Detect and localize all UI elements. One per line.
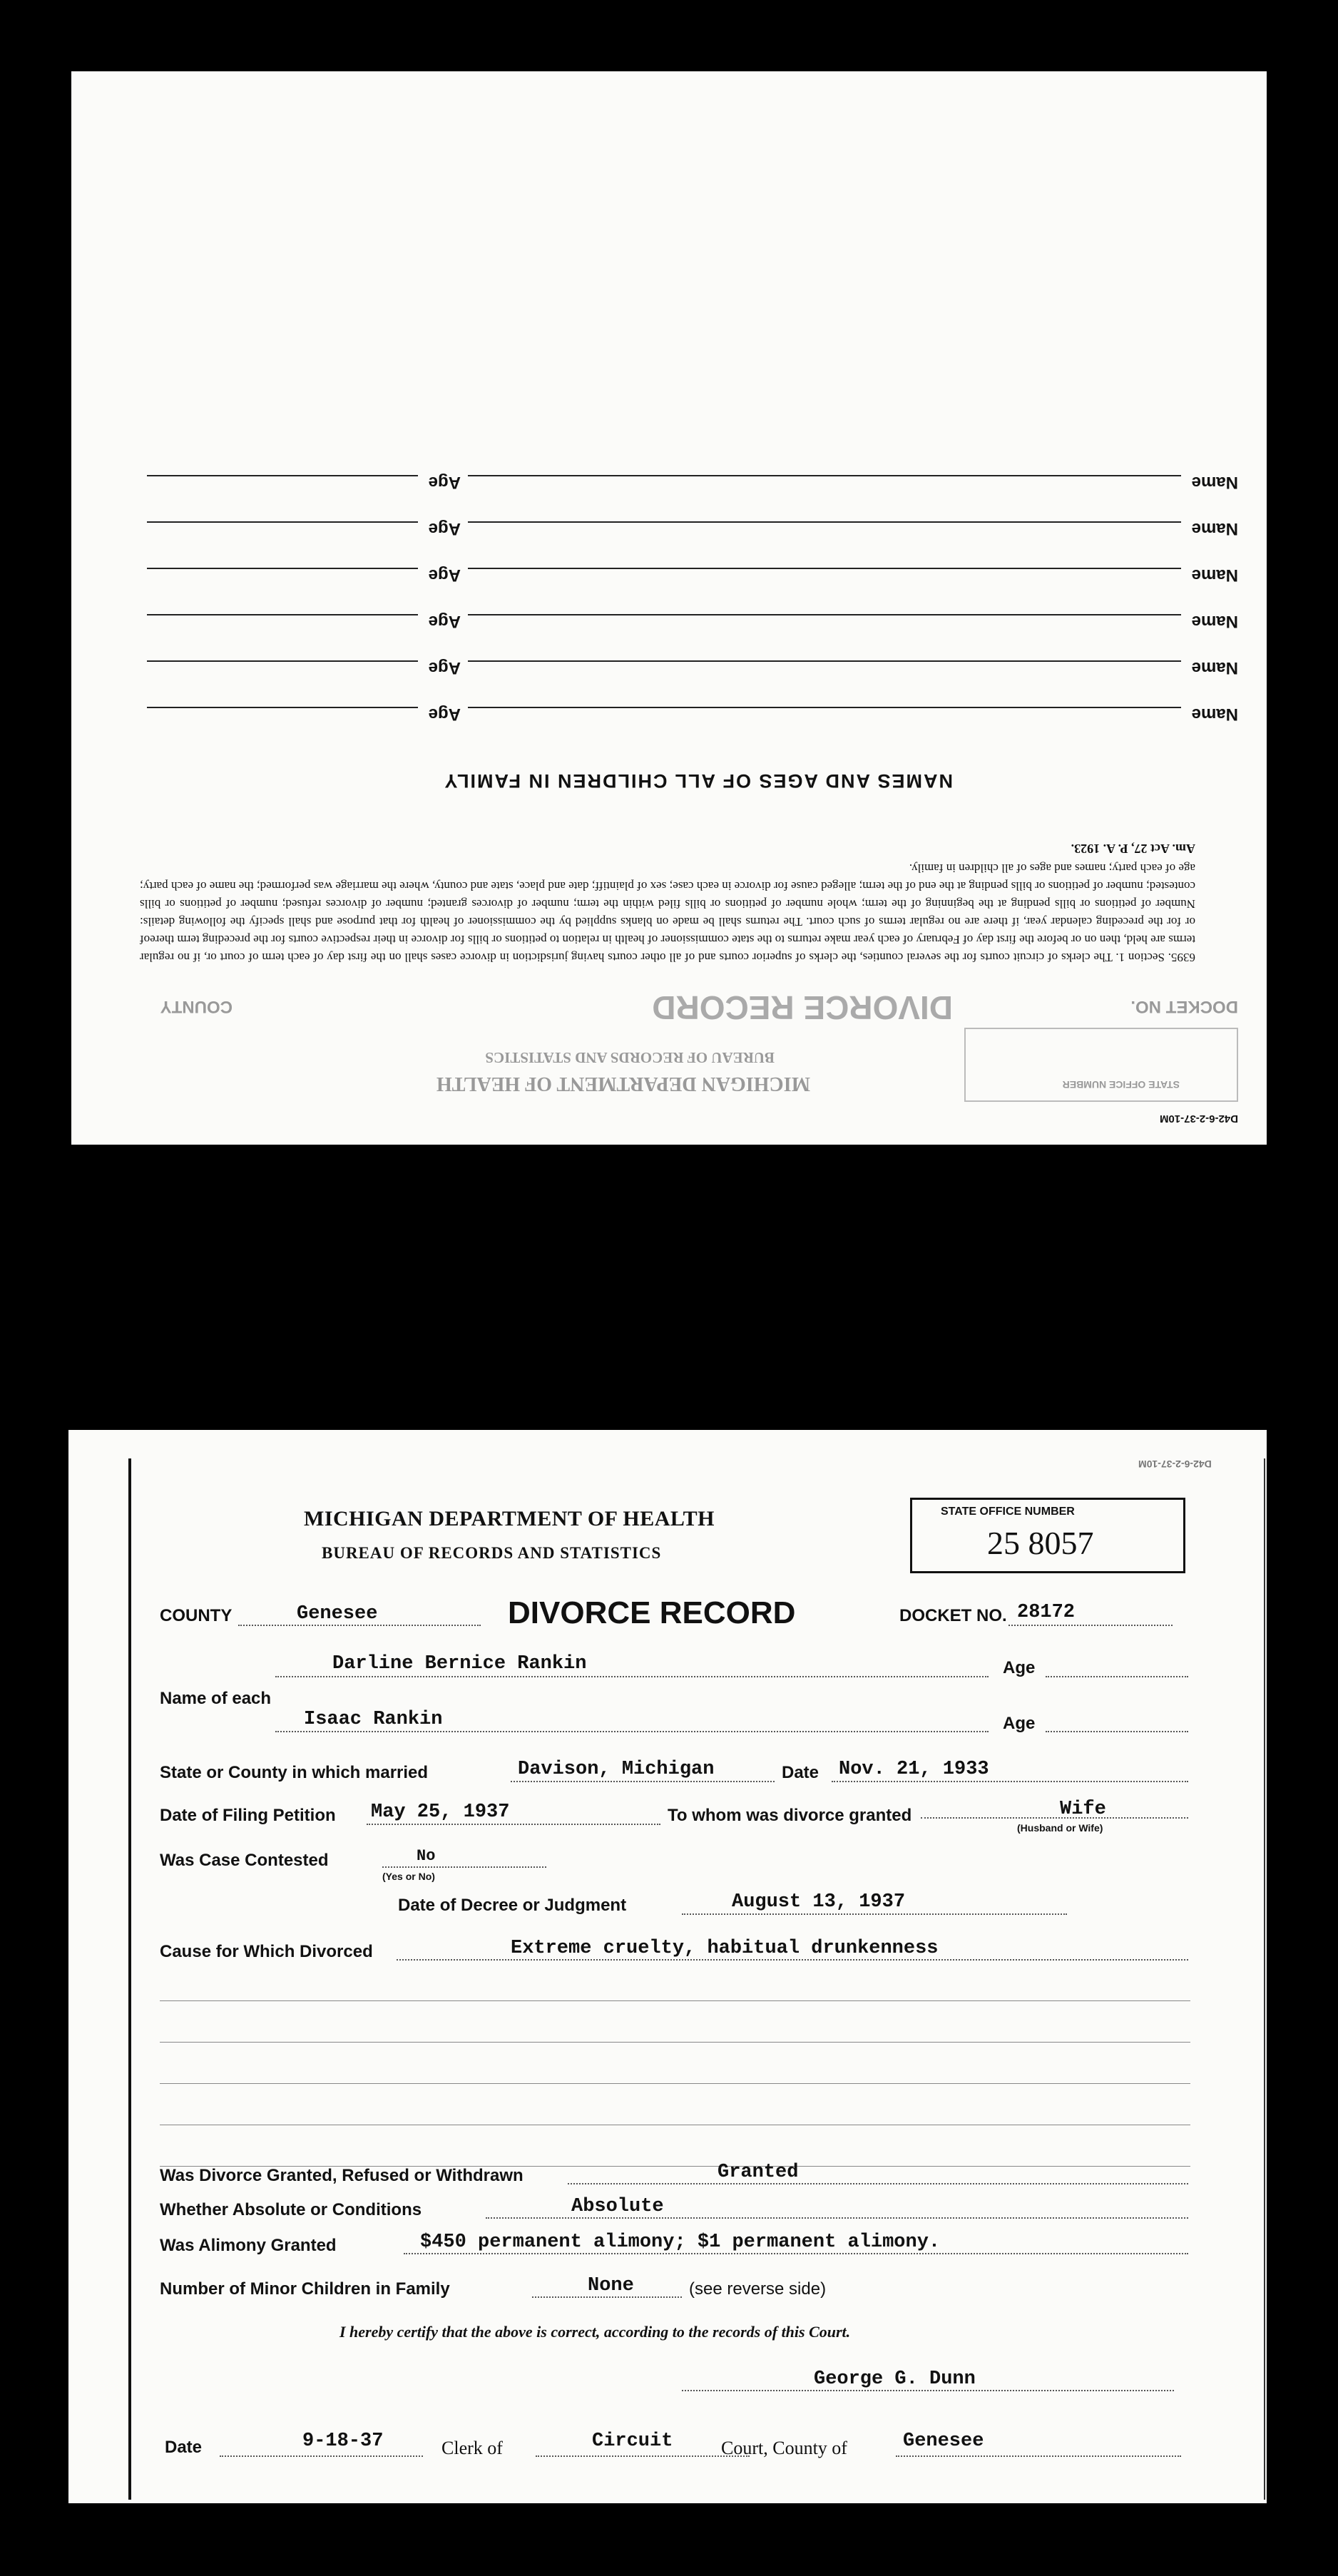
contested-label: Was Case Contested — [160, 1851, 329, 1870]
department-heading: MICHIGAN DEPARTMENT OF HEALTH — [304, 1507, 715, 1530]
decree-date-label: Date of Decree or Judgment — [398, 1896, 627, 1915]
child-age-label: Age — [428, 519, 461, 538]
blank-rule — [160, 2042, 1190, 2043]
child-age-label: Age — [428, 705, 461, 724]
reverse-side-hint: (see reverse side) — [689, 2279, 827, 2299]
ghost-office-box — [964, 1028, 1238, 1102]
child-name-label: Name — [1191, 519, 1238, 538]
decree-date: August 13, 1937 — [732, 1891, 906, 1913]
county-label: COUNTY — [160, 1606, 233, 1625]
blank-rule — [160, 2083, 1190, 2084]
child-name-label: Name — [1191, 473, 1238, 492]
court-county-label: Court, County of — [721, 2438, 847, 2458]
filing-date-label: Date of Filing Petition — [160, 1806, 336, 1825]
state-office-number: 25 8057 — [987, 1525, 1094, 1561]
docket-label: DOCKET NO. — [899, 1606, 1007, 1625]
child-name-label: Name — [1191, 705, 1238, 724]
court-type: Circuit — [592, 2431, 673, 2452]
bureau-heading: BUREAU OF RECORDS AND STATISTICS — [322, 1544, 662, 1562]
state-office-label: STATE OFFICE NUMBER — [941, 1506, 1075, 1518]
child-age-label: Age — [428, 473, 461, 492]
form-stock-code: D42-6-2-37-10M — [1138, 1458, 1212, 1470]
outcome-value: Granted — [717, 2162, 799, 2183]
clerk-signature-name: George G. Dunn — [814, 2368, 976, 2390]
county-value: Genesee — [297, 1603, 378, 1625]
statute-text: 6395. Section 1. The clerks of circuit courts for the several counties, the clerks of superior courts and of all other courts having jurisdiction in divorce cases shall on the first day of each term of court or, if no regular terms are held, then on or before the first day of February of each year make returns to the state commissioner of health in relation to petitions or bills for divorce in their respective courts for the preceding term thereof or for the preceding calendar year, if there are no regular terms of such court. The returns shall be made on blanks supplied by the commissioner of health for that purpose and shall specify the following details: Number of petitions or bills pending at the beginning of the term; whole number of petitions or bills filed within the term; number of divorces granted; number of divorces refused; number of petitions or bills contested; number of petitions or bills pending at the end of the term; alleged cause for divorce in each case; sex of plaintiff; date and place, state and county, where the marriage was performed; the name of each party; age of each party; names and ages of all children in family. — [140, 862, 1195, 964]
granted-to: Wife — [1060, 1799, 1106, 1820]
minor-children-label: Number of Minor Children in Family — [160, 2279, 450, 2299]
married-place-label: State or County in which married — [160, 1763, 429, 1782]
sign-date: 9-18-37 — [302, 2431, 384, 2452]
granted-to-label: To whom was divorce granted — [668, 1806, 912, 1825]
party2-age-label: Age — [1003, 1714, 1036, 1733]
right-border — [1264, 1458, 1265, 2500]
certification-statement: I hereby certify that the above is correct, according to the records of this Court. — [339, 2323, 851, 2341]
party1-age-label: Age — [1003, 1658, 1036, 1677]
sign-date-label: Date — [165, 2438, 203, 2457]
reverse-side-content — [71, 71, 1267, 1145]
form-stock-code: D42-6-2-37-10M — [1159, 1113, 1238, 1125]
cause-value: Extreme cruelty, habitual drunkenness — [511, 1938, 939, 1959]
blank-rule — [160, 2000, 1190, 2001]
alimony-label: Was Alimony Granted — [160, 2236, 337, 2255]
child-name-label: Name — [1191, 612, 1238, 631]
married-date-label: Date — [782, 1763, 819, 1782]
child-age-label: Age — [428, 612, 461, 631]
alimony-value: $450 permanent alimony; $1 permanent alimony. — [420, 2232, 941, 2253]
reverse-side-card — [71, 71, 1267, 1145]
divorce-record-card — [68, 1430, 1267, 2503]
absolute-label: Whether Absolute or Conditions — [160, 2200, 422, 2219]
clerk-of-label: Clerk of — [441, 2438, 503, 2458]
outcome-label: Was Divorce Granted, Refused or Withdrawn — [160, 2166, 524, 2185]
absolute-value: Absolute — [571, 2196, 664, 2217]
ghost-office-label: STATE OFFICE NUMBER — [1062, 1079, 1180, 1090]
married-place: Davison, Michigan — [518, 1759, 715, 1780]
amendment-note: Am. Act 27, P. A. 1923. — [1071, 842, 1195, 856]
court-county: Genesee — [903, 2431, 984, 2452]
yes-no-hint: (Yes or No) — [382, 1871, 435, 1882]
child-name-label: Name — [1191, 658, 1238, 678]
husband-wife-hint: (Husband or Wife) — [1017, 1822, 1103, 1834]
minor-children-value: None — [588, 2275, 634, 2296]
party2-name: Isaac Rankin — [304, 1709, 443, 1730]
party1-name: Darline Bernice Rankin — [332, 1653, 587, 1675]
child-name-label: Name — [1191, 566, 1238, 585]
name-of-each-label: Name of each — [160, 1689, 272, 1708]
cause-label: Cause for Which Divorced — [160, 1942, 373, 1961]
child-age-label: Age — [428, 566, 461, 585]
contested-value: No — [417, 1847, 436, 1865]
ghost-county: COUNTY — [160, 997, 233, 1016]
child-age-label: Age — [428, 658, 461, 678]
children-heading: NAMES AND AGES OF ALL CHILDREN IN FAMILY — [443, 770, 953, 792]
docket-number: 28172 — [1017, 1602, 1076, 1623]
left-border — [128, 1458, 131, 2500]
ghost-title: DIVORCE RECORD — [652, 989, 953, 1026]
filing-date: May 25, 1937 — [371, 1801, 510, 1823]
ghost-department: MICHIGAN DEPARTMENT OF HEALTH — [436, 1073, 810, 1095]
married-date: Nov. 21, 1933 — [839, 1759, 989, 1780]
ghost-bureau: BUREAU OF RECORDS AND STATISTICS — [485, 1049, 775, 1066]
state-office-number-box — [910, 1498, 1185, 1573]
record-title: DIVORCE RECORD — [508, 1595, 796, 1630]
ghost-docket: DOCKET NO. — [1130, 997, 1238, 1016]
